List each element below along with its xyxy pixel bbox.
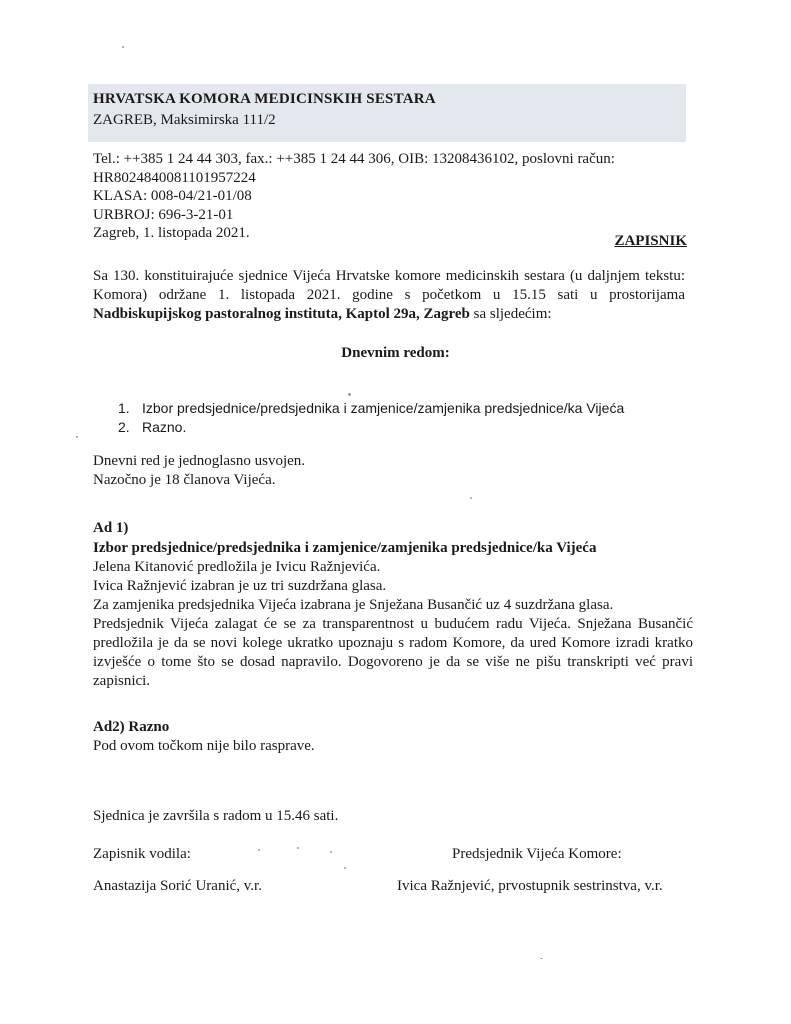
scan-speck bbox=[540, 958, 543, 959]
klasa-line: KLASA: 008-04/21-01/08 bbox=[93, 188, 252, 204]
intro-paragraph bbox=[93, 267, 685, 324]
agenda-adopted-note: Dnevni red je jednoglasno usvojen. bbox=[93, 453, 306, 469]
ad1-line: Ivica Ražnjević izabran je uz tri suzdržana glasa. bbox=[93, 578, 387, 594]
agenda-title: Dnevnim redom: bbox=[341, 345, 450, 361]
scan-speck bbox=[344, 867, 346, 869]
scan-speck bbox=[297, 847, 299, 849]
scan-speck bbox=[470, 497, 472, 499]
place-date-line: Zagreb, 1. listopada 2021. bbox=[93, 225, 250, 241]
ad2-title: Ad2) Razno bbox=[93, 719, 170, 735]
intro-venue: Nadbiskupijskog pastoralnog instituta, Kaptol 29a, Zagreb bbox=[93, 306, 470, 322]
scan-speck bbox=[330, 851, 332, 853]
scan-speck bbox=[348, 393, 351, 396]
ad2-body: Pod ovom točkom nije bilo rasprave. bbox=[93, 738, 315, 754]
ad1-line: Jelena Kitanović predložila je Ivicu Ražnjevića. bbox=[93, 559, 381, 575]
intro-suffix: sa sljedećim: bbox=[469, 306, 552, 322]
council-president-name: Ivica Ražnjević, prvostupnik sestrinstva, v.r. bbox=[397, 878, 663, 894]
agenda-item-text: Izbor predsjednice/predsjednika i zamjenice/zamjenika predsjednice/ka Vijeća bbox=[142, 400, 625, 416]
agenda-item-text: Razno. bbox=[142, 419, 187, 435]
attendance-note: Nazočno je 18 članova Vijeća. bbox=[93, 472, 276, 488]
ad1-body bbox=[93, 558, 693, 691]
bank-account-line: HR8024840081101957224 bbox=[93, 169, 256, 186]
organization-name: HRVATSKA KOMORA MEDICINSKIH SESTARA bbox=[93, 91, 436, 107]
organization-address: ZAGREB, Maksimirska 111/2 bbox=[93, 112, 276, 128]
scan-speck bbox=[76, 436, 78, 438]
minutes-taker-label: Zapisnik vodila: bbox=[93, 846, 191, 862]
ad1-paragraph: Predsjednik Vijeća zalagat će se za transparentnost u budućem radu Vijeća. Snježana Busančić predložila je da se novi kolege ukratko upoznaju s radom Komore, da ured Komore izradi kratko izvješće o tome što se dosad napravilo. Dogovoreno je da se više ne pišu transkripti već pravi zapisnici. bbox=[93, 616, 693, 689]
agenda-item-number: 1. bbox=[118, 400, 130, 416]
agenda-item bbox=[118, 399, 624, 418]
scan-speck bbox=[122, 46, 124, 48]
urbroj-line: URBROJ: 696-3-21-01 bbox=[93, 206, 234, 223]
ad1-title: Ad 1) bbox=[93, 520, 129, 536]
agenda-notes bbox=[93, 452, 305, 490]
ad1-line: Za zamjenika predsjednika Vijeća izabrana je Snježana Busančić uz 4 suzdržana glasa. bbox=[93, 597, 614, 613]
contact-phone-fax-line: Tel.: ++385 1 24 44 303, fax.: ++385 1 24 44 306, OIB: 13208436102, poslovni račun: bbox=[93, 151, 615, 167]
council-president-label: Predsjednik Vijeća Komore: bbox=[452, 846, 622, 862]
intro-text: Sa 130. konstituirajuće sjednice Vijeća Hrvatske komore medicinskih sestara (u daljnjem tekstu: Komora) održane 1. listopada 2021. godine s početkom u 15.15 sati u prostorijama bbox=[93, 268, 685, 303]
agenda-item bbox=[118, 418, 624, 437]
ad1-heading: Izbor predsjednice/predsjednika i zamjenice/zamjenika predsjednice/ka Vijeća bbox=[93, 540, 597, 556]
closing-statement: Sjednica je završila s radom u 15.46 sati. bbox=[93, 808, 339, 824]
agenda-item-number: 2. bbox=[118, 419, 130, 435]
minutes-taker-name: Anastazija Sorić Uranić, v.r. bbox=[93, 878, 262, 894]
document-title: ZAPISNIK bbox=[614, 233, 687, 249]
scan-speck bbox=[258, 849, 260, 851]
agenda-list bbox=[118, 399, 624, 437]
contact-block bbox=[93, 150, 693, 243]
